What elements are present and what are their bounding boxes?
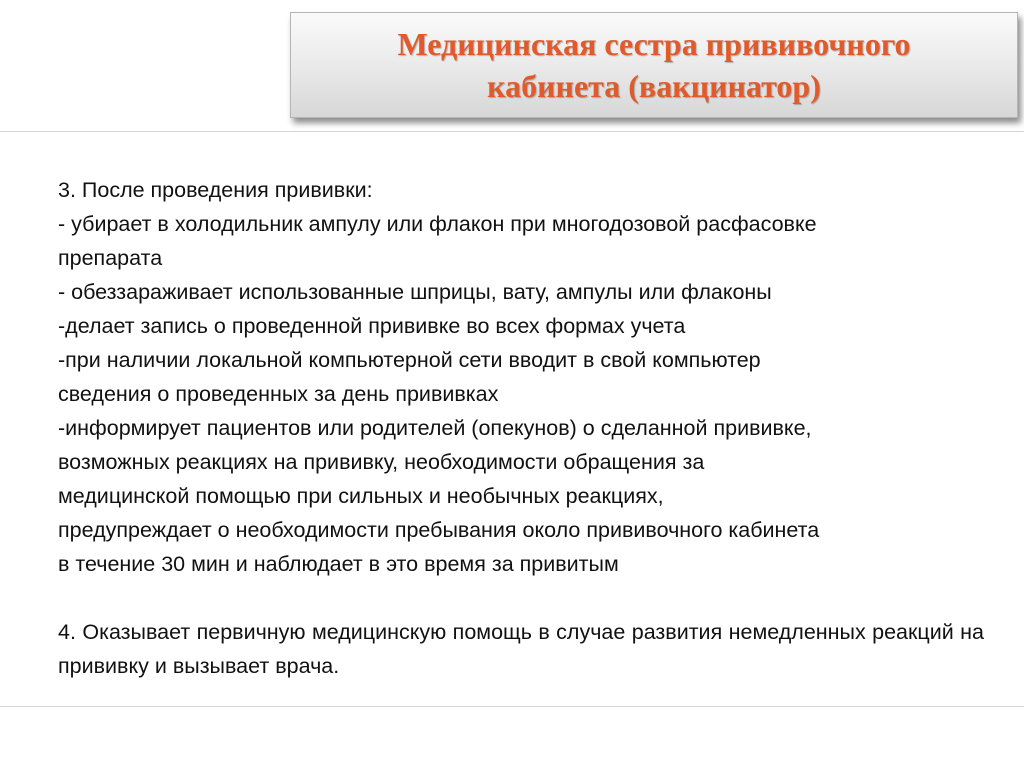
body-line: -при наличии локальной компьютерной сети вводит в свой компьютер <box>58 348 761 372</box>
body-line: возможных реакциях на прививку, необходимости обращения за <box>58 450 705 474</box>
body-line: в течение 30 мин и наблюдает в это время за привитым <box>58 552 619 576</box>
body-line: предупреждает о необходимости пребывания около прививочного кабинета <box>58 518 820 542</box>
body-line: медицинской помощью при сильных и необычных реакциях, <box>58 484 664 508</box>
slide-body <box>58 173 984 683</box>
body-line: -информирует пациентов или родителей (опекунов) о сделанной прививке, <box>58 416 812 440</box>
slide-title-line-2: кабинета (вакцинатор) <box>487 68 821 104</box>
slide-title <box>397 23 910 107</box>
footer-divider <box>0 706 1024 707</box>
body-line: препарата <box>58 246 163 270</box>
slide-title-box <box>290 12 1018 118</box>
body-line: сведения о проведенных за день прививках <box>58 382 499 406</box>
header-divider <box>0 131 1024 132</box>
body-line: -делает запись о проведенной прививке во всех формах учета <box>58 314 686 338</box>
body-line: 3. После проведения прививки: <box>58 178 373 202</box>
body-line: - убирает в холодильник ампулу или флакон при многодозовой расфасовке <box>58 212 817 236</box>
body-line: - обеззараживает использованные шприцы, вату, ампулы или флаконы <box>58 280 772 304</box>
body-paragraph-4: 4. Оказывает первичную медицинскую помощь в случае развития немедленных реакций на прививку и вызывает врача. <box>58 620 984 678</box>
slide-title-line-1: Медицинская сестра прививочного <box>397 26 911 62</box>
